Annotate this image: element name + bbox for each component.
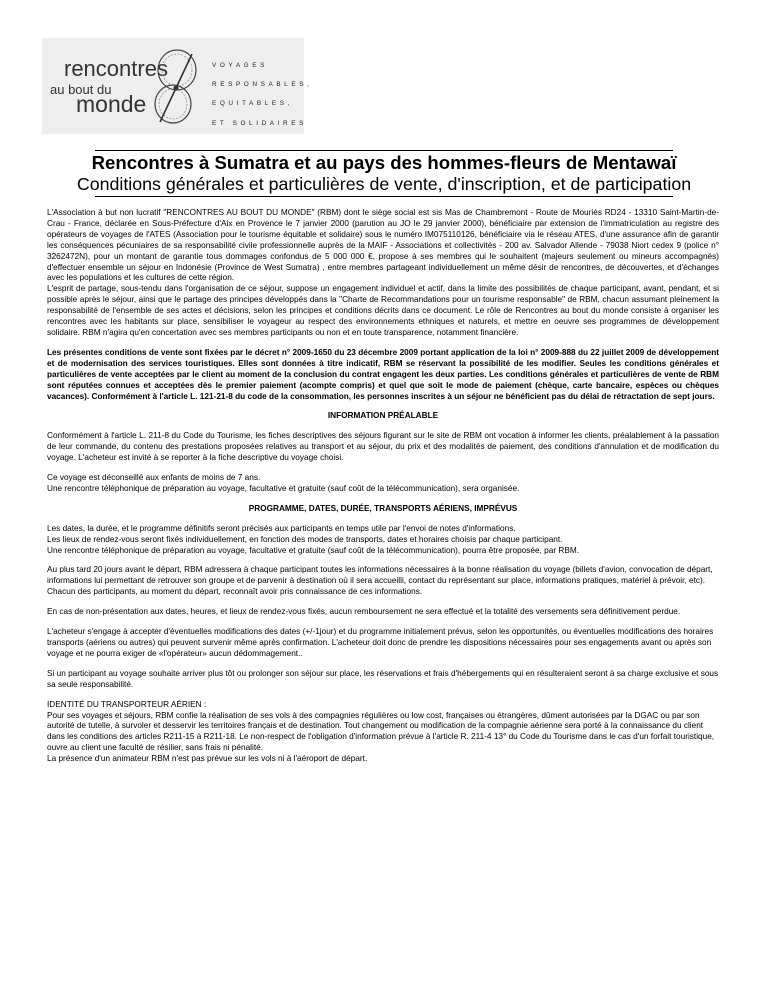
page-subtitle: Conditions générales et particulières de vente, d'inscription, et de participation <box>76 174 692 194</box>
age-note: Ce voyage est déconseillé aux enfants de moins de 7 ans. <box>47 473 261 483</box>
logo-rencontres: rencontres <box>64 56 168 81</box>
modifications-paragraph: L'acheteur s'engage à accepter d'éventuelles modifications des dates (+/-1jour) et du programme initialement prévus, selon les opportunités, ou éventuelles modifications des horaires transports (aériens ou autres) qui peuvent survenir même après confirmation. L'acheteur doit donc de prendre les dispositions nécessaires pour ses engagements avant ou après son voyage et ne pourra exiger de «l'opérateur» aucun dédommagement.. <box>47 627 714 658</box>
info-notes <box>47 473 719 495</box>
compass-emblem-icon <box>152 44 202 128</box>
section-heading-programme: PROGRAMME, DATES, DURÉE, TRANSPORTS AÉRIENS, IMPRÉVUS <box>248 503 518 513</box>
legal-notice: Les présentes conditions de vente sont fixées par le décret n° 2009-1650 du 23 décembre 2009 portant application de la loi n° 2009-888 du 22 juillet 2009 de développement et de modernisation des services touristiques. Elles sont données à titre indicatif, RBM se réservant la possibilité de les modifier. Seules les conditions générales et particulières de vente acceptées par le client au moment de la conclusion du contrat engagent les deux parties. Les conditions générales et particulières de vente de RBM sont réputées connues et acceptées dès le premier paiement (acompte compris) et quel que soit le mode de paiement (chèque, carte bancaire, espèces ou chèques vacances). Conformément à l'article L. 121-21-8 du code de la consommation, les personnes inscrites à un séjour ne bénéficient pas du délai de rétractation de sept jours. <box>47 347 719 401</box>
section-heading-information: INFORMATION PRÉALABLE <box>327 411 439 421</box>
title-rule-bottom <box>95 196 673 197</box>
carrier-heading: IDENTITÉ DU TRANSPORTEUR AÉRIEN : <box>47 699 207 709</box>
extension-paragraph: Si un participant au voyage souhaite arriver plus tôt ou prolonger son séjour sur place, les réservations et frais d'hébergements qui en résulteraient seront à sa charge exclusive et sous sa seule responsabilité. <box>47 668 719 689</box>
info-paragraph: Conformément à l'article L. 211-8 du Code du Tourisme, les fiches descriptives des séjours figurant sur le site de RBM ont vocation à informer les clients, préalablement à la passation de leur commande, du contenu des prestations proposées relatives au transport et au séjour, du prix et des modalités de paiement, des conditions d'annulation et de modification du voyage. L'acheteur est invité à se reporter à la fiche descriptive du voyage choisi. <box>47 431 719 463</box>
logo-monde: monde <box>76 91 147 117</box>
programme-notes: Les dates, la durée, et le programme définitifs seront précisés aux participants en temps utile par l'envoi de notes d'informations. Les lieux de rendez-vous seront fixés individuellement, en fonction des modes de transports, dates et horaires choisis par chaque participant. Une rencontre téléphonique de préparation au voyage, facultative et gratuite (sauf coût de la télécommunication), pourra être proposée, par RBM. <box>47 523 579 555</box>
no-show-paragraph: En cas de non-présentation aux dates, heures, et lieux de rendez-vous fixés, aucun remboursement ne sera effectué et la totalité des versements sera définitivement perdue. <box>47 607 681 617</box>
logo <box>42 38 313 134</box>
phone-meeting-note: Une rencontre téléphonique de préparation au voyage, facultative et gratuite (sauf coût de la télécommunication), sera organisée. <box>47 483 520 493</box>
logo-au-bout-du: au bout du <box>50 82 112 97</box>
logo-tagline: VOYAGES RESPONSABLES, EQUITABLES, ET SOLIDAIRES <box>212 62 313 127</box>
title-rule-top <box>95 150 673 151</box>
page-title: Rencontres à Sumatra et au pays des hommes-fleurs de Mentawaï <box>91 152 677 173</box>
intro-paragraph-1: L'Association à but non lucratif "RENCONTRES AU BOUT DU MONDE" (RBM) dont le siège social est sis Mas de Chambremont - Route de Mouriès RD24 - 13310 Saint-Martin-de-Crau - France, déclarée en Sous-Préfecture d'Aix en Provence le 7 janvier 2000 (parution au JO le 29 janvier 2000), bénéficiaire par extension de l'immatriculation au registre des opérateurs de voyages de l'ATES (Association pour le tourisme équitable et solidaire) sous le numéro IM075110126, bénéficiaire via le réseau ATES, d'une assurance afin de garantir les conséquences pécuniaires de sa responsabilité civile professionnelle auprès de la MAIF - Associations et collectivités - 200 av. Salvador Allende - 79038 Niort cedex 9 (police n° 3262472N), pour un montant de garantie tous dommages confondus de 5 000 000 €, propose à ses membres qui le souhaitent (majeurs seulement ou mineurs accompagnés) d'effectuer ensemble un séjour en Indonésie (Province de West Sumatra) , entre membres partageant individuellement un même désir de rencontres, de découvertes, et d'échanges avec les populations et les cultures de cette région. <box>47 208 719 283</box>
document-body <box>47 208 719 774</box>
carrier-paragraph: IDENTITÉ DU TRANSPORTEUR AÉRIEN : Pour ses voyages et séjours, RBM confie la réalisation de ses vols à des compagnies régulières ou low cost, françaises ou étrangères, dûment autorisées par la DGAC ou par son autorité de tutelle, à survoler et desservir les territoires français et de destination. Tout changement ou modification de la compagnie aérienne sera porté à la connaissance du client dans les conditions des articles R211-15 à R211-18. Le non-respect de l'obligation d'information prévue à l'article R. 211-4 13° du Code du Tourisme dans le cas d'un forfait touristique, ouvre au client une faculté de résilier, sans frais ni pénalité. La présence d'un animateur RBM n'est pas prévue sur les vols ni à l'aéroport de départ. <box>47 699 715 764</box>
intro-paragraph-2: L'esprit de partage, sous-tendu dans l'organisation de ce séjour, suppose un engagement individuel et actif, dans la limite des possibilités de chaque participant, avant, pendant, et si possible après le séjour, ainsi que le partage des principes développés dans la "Charte de Recommandations pour un tourisme responsable" de RBM, chacun assumant pleinement la responsabilité de l'ensemble de ses actes et décisions, selon les principes et conditions décrits dans ce document. Le rôle de Rencontres au bout du monde consiste à organiser les rencontres avec les habitants sur place, sensibiliser le voyageur au respect des environnements ethniques et naturels, et mettre en oeuvre ses programmes de développement solidaire. RBM n'agira qu'en concertation avec ses membres participants ou non et en toute transparence, notamment financière. <box>47 284 719 337</box>
departure-info-paragraph: Au plus tard 20 jours avant le départ, RBM adressera à chaque participant toutes les informations nécessaires à la bonne réalisation du voyage (billets d'avion, convocation de départ, informations lui permettant de retrouver son groupe et de parvenir à destination où il sera accueilli, contact du représentant sur place, informations pratiques, matériel à prévoir, etc). Chacun des participants, au moment du départ, reconnaît avoir pris connaissance de ces informations. <box>47 565 713 597</box>
